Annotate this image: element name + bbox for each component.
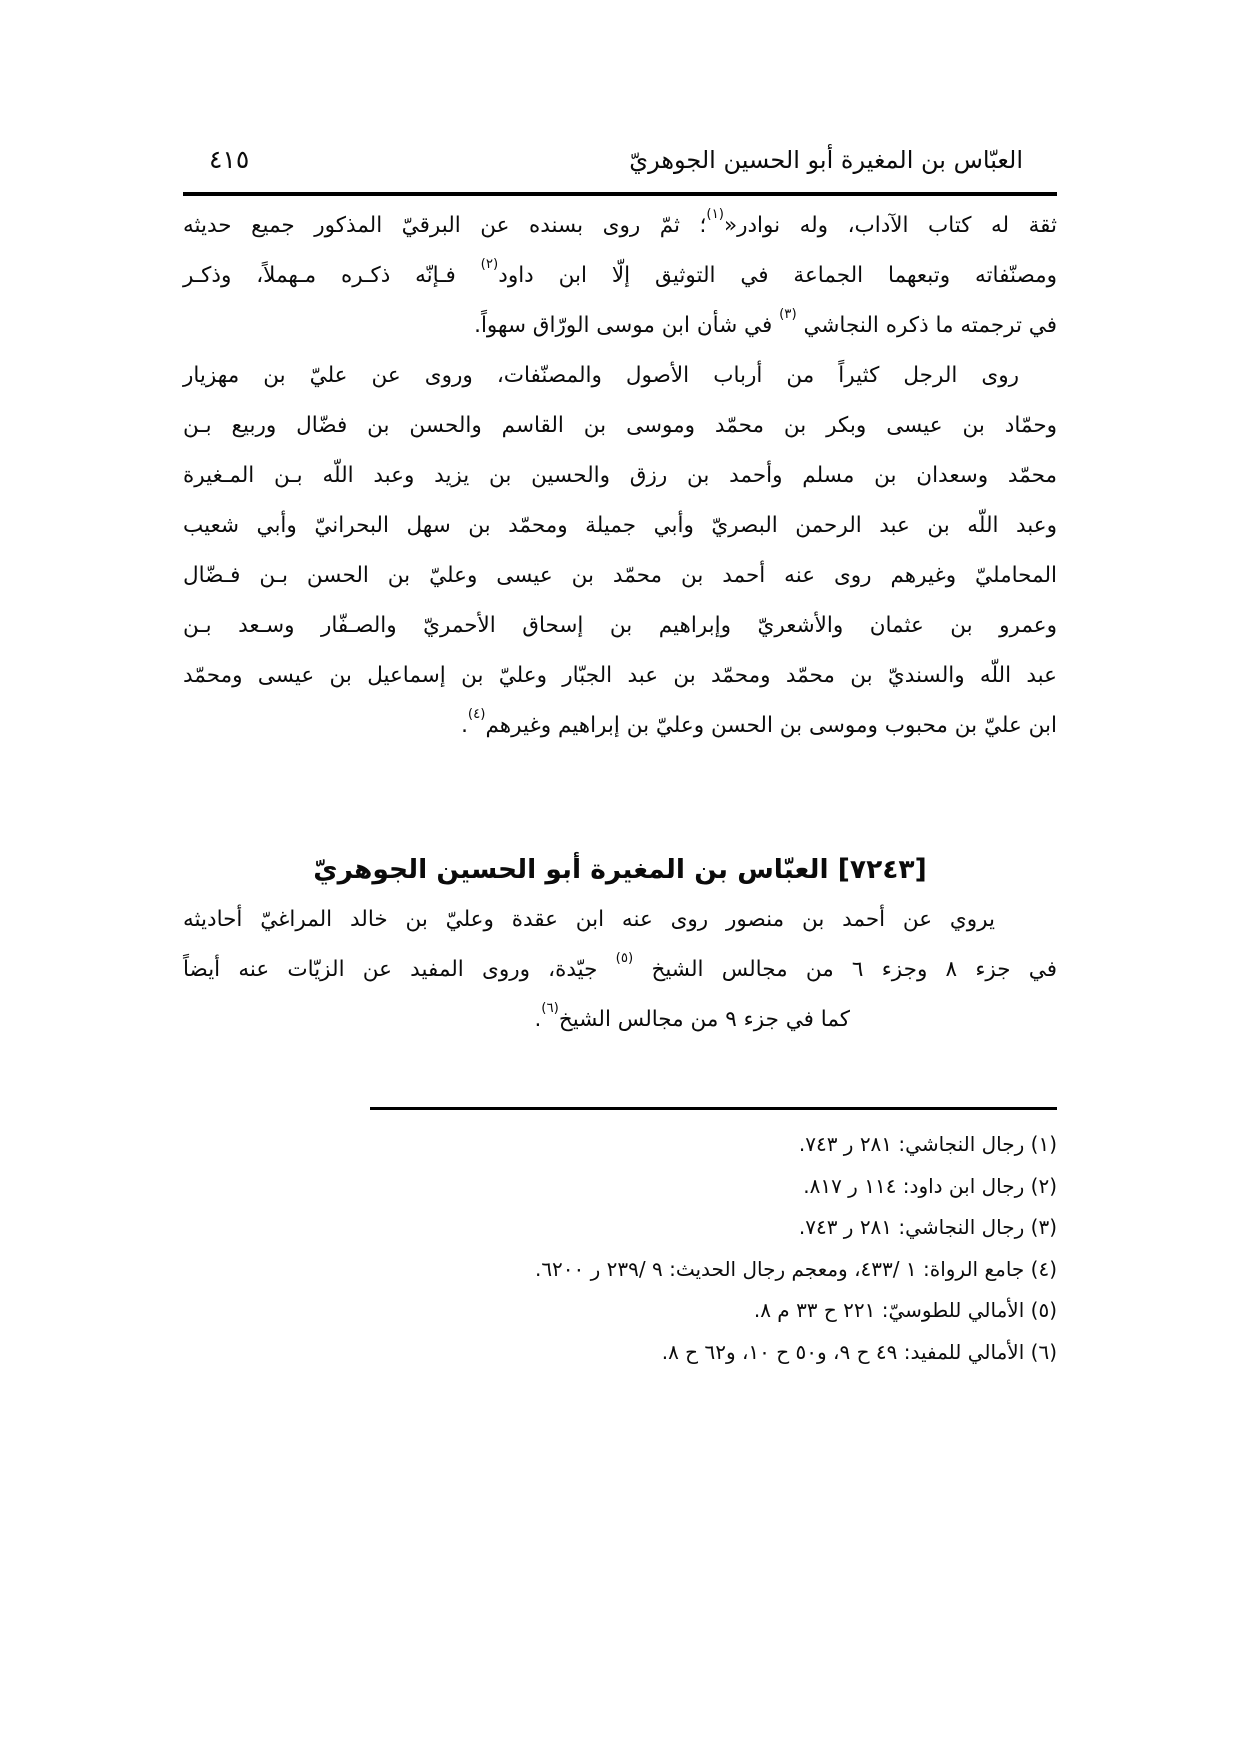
footnote-item: (١) رجال النجاشي: ٢٨١ ر ٧٤٣. <box>798 1132 1057 1156</box>
text-line: وعبد اللّه بن عبد الرحمن البصريّ وأبي جميلة ومحمّد بن سهل البحرانيّ وأبي شعيب <box>183 513 1057 538</box>
text-line: ابن عليّ بن محبوب وموسى بن الحسن وعليّ بن إبراهيم وغيرهم$^{(٤)}$. <box>461 707 1057 738</box>
footnote-item: (٢) رجال ابن داود: ١١٤ ر ٨١٧. <box>803 1173 1057 1198</box>
text-line: كما في جزء ٩ من مجالس الشيخ$^{(٦)}$. <box>534 1001 850 1032</box>
footnote-item: (٤) جامع الرواة: ١ /٤٣٣، ومعجم رجال الحديث: ٩ /٢٣٩ ر ٦٢٠٠. <box>534 1256 1057 1281</box>
header-rule <box>183 192 1057 196</box>
text-line: في جزء ٨ وجزء ٦ من مجالس الشيخ $^{(٥)}$ جيّدة، وروى المفيد عن الزيّات عنه أيضاً <box>183 951 1057 982</box>
page-number: ٤١٥ <box>209 145 250 174</box>
footnotes <box>183 1124 1057 1373</box>
text-line: محمّد وسعدان بن مسلم وأحمد بن رزق والحسين بن يزيد وعبد اللّه بـن المـغيرة <box>183 463 1057 488</box>
text-line: في ترجمته ما ذكره النجاشي $^{(٣)}$ في شأن ابن موسى الورّاق سهواً. <box>474 307 1057 338</box>
text-line: المحامليّ وغيرهم روى عنه أحمد بن محمّد بن عيسى وعليّ بن الحسن بـن فـضّال <box>183 563 1057 588</box>
entry-heading: [٧٢٤٣] العبّاس بن المغيرة أبو الحسين الجوهريّ <box>313 854 927 885</box>
text-line: ومصنّفاته وتبعهما الجماعة في التوثيق إلّا ابن داود$^{(٢)}$ فـإنّه ذكـره مـهملاً، وذكـر <box>183 257 1057 288</box>
footnote-item: (٥) الأمالي للطوسيّ: ٢٢١ ح ٣٣ م ٨. <box>753 1298 1057 1322</box>
footnote-rule <box>370 1107 1057 1110</box>
entry-paragraph <box>183 895 1057 1045</box>
text-line: وحمّاد بن عيسى وبكر بن محمّد وموسى بن القاسم والحسن بن فضّال وربيع بـن <box>183 413 1057 438</box>
body-text <box>183 201 1057 751</box>
running-title: العبّاس بن المغيرة أبو الحسين الجوهريّ <box>629 146 1023 174</box>
footnote-item: (٦) الأمالي للمفيد: ٤٩ ح ٩، و٥٠ ح ١٠، و٦٢ ح ٨. <box>661 1339 1057 1364</box>
text-line: روى الرجل كثيراً من أرباب الأصول والمصنّفات، وروى عن عليّ بن مهزيار <box>183 363 1019 388</box>
text-line: عبد اللّه والسنديّ بن محمّد ومحمّد بن عبد الجبّار وعليّ بن إسماعيل بن عيسى ومحمّد <box>183 663 1057 688</box>
text-line: وعمرو بن عثمان والأشعريّ وإبراهيم بن إسحاق الأحمريّ والصـفّار وسـعد بـن <box>183 613 1057 638</box>
footnote-item: (٣) رجال النجاشي: ٢٨١ ر ٧٤٣. <box>798 1215 1057 1239</box>
page-header <box>183 126 1057 178</box>
text-line: ثقة له كتاب الآداب، وله نوادر«$^{(١)}$؛ ثمّ روى بسنده عن البرقيّ المذكور جميع حديثه <box>183 207 1057 238</box>
text-line: يروي عن أحمد بن منصور روى عنه ابن عقدة وعليّ بن خالد المراغيّ أحاديثه <box>183 907 995 932</box>
